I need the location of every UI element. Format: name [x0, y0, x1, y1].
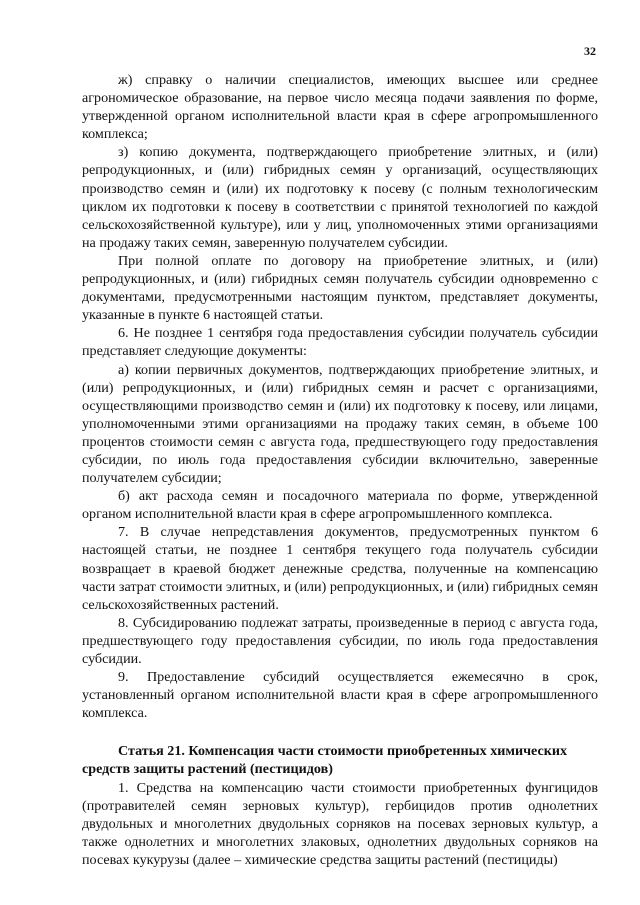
- page-number: 32: [584, 44, 596, 58]
- article-heading-continued: средств защиты растений (пестицидов): [82, 761, 333, 778]
- paragraph-z: з) копию документа, подтверждающего приобретение элитных, и (или) репродукционных, и (или) гибридных семян у организаций, осуществляющих производство семян и (или) их подготовку к посеву (с полным технологическим циклом их подготовки к посеву в соответствии с принятой технологией по каждой сельскохозяйственной культуре), или у лиц, уполномоченных этими организациями на продажу таких семян, заверенную получателем субсидии.: [82, 144, 598, 251]
- article-heading: Статья 21. Компенсация части стоимости приобретенных химических: [118, 743, 568, 760]
- paragraph-article-21-item-1: 1. Средства на компенсацию части стоимости приобретенных фунгицидов (протравителей семян зерновых культур), гербицидов против однолетних двудольных и многолетних двудольных сорняков на посевах зерновых культур, а также однолетних и многолетних злаковых, однолетних двудольных сорняков на посевах кукурузы (далее – химические средства защиты растений (пестициды): [82, 779, 598, 868]
- paragraph-item-8: 8. Субсидированию подлежат затраты, произведенные в период с августа года, предшествующего году предоставления субсидии, по июль года предоставления субсидии.: [82, 614, 598, 667]
- document-body: [82, 71, 598, 869]
- paragraph-b: б) акт расхода семян и посадочного материала по форме, утвержденной органом исполнительной власти края в сфере агропромышленного комплекса.: [82, 488, 598, 523]
- paragraph-full-payment: При полной оплате по договору на приобретение элитных, и (или) репродукционных, и (или) гибридных семян получатель субсидии одновременно с документами, предусмотренными настоящим пунктом, представляет документы, указанные в пункте 6 настоящей статьи.: [82, 252, 598, 324]
- paragraph-a: а) копии первичных документов, подтверждающих приобретение элитных, и (или) репродукционных, и (или) гибридных семян и расчет с организациями, осуществляющими производство семян и (или) их подготовку к посеву, или лицами, уполномоченными этими организациями на продажу таких семян, в объеме 100 процентов стоимости семян с августа года, предшествующего году предоставления субсидии, по июль года предоставления субсидии включительно, заверенные получателем субсидии;: [82, 361, 598, 487]
- paragraph-item-7: 7. В случае непредставления документов, предусмотренных пунктом 6 настоящей статьи, не позднее 1 сентября текущего года получатель субсидии возвращает в краевой бюджет денежные средства, полученные на компенсацию части затрат стоимости элитных, и (или) репродукционных, и (или) гибридных семян сельскохозяйственных растений.: [82, 524, 598, 613]
- paragraph-item-9: 9. Предоставление субсидий осуществляется ежемесячно в срок, установленный органом исполнительной власти края в сфере агропромышленного комплекса.: [82, 669, 598, 722]
- paragraph-item-6: 6. Не позднее 1 сентября года предоставления субсидии получатель субсидии представляет следующие документы:: [82, 325, 598, 360]
- paragraph-zh: ж) справку о наличии специалистов, имеющих высшее или среднее агрономическое образование, на первое число месяца подачи заявления по форме, утвержденной органом исполнительной власти края в сфере агропромышленного комплекса;: [82, 72, 598, 143]
